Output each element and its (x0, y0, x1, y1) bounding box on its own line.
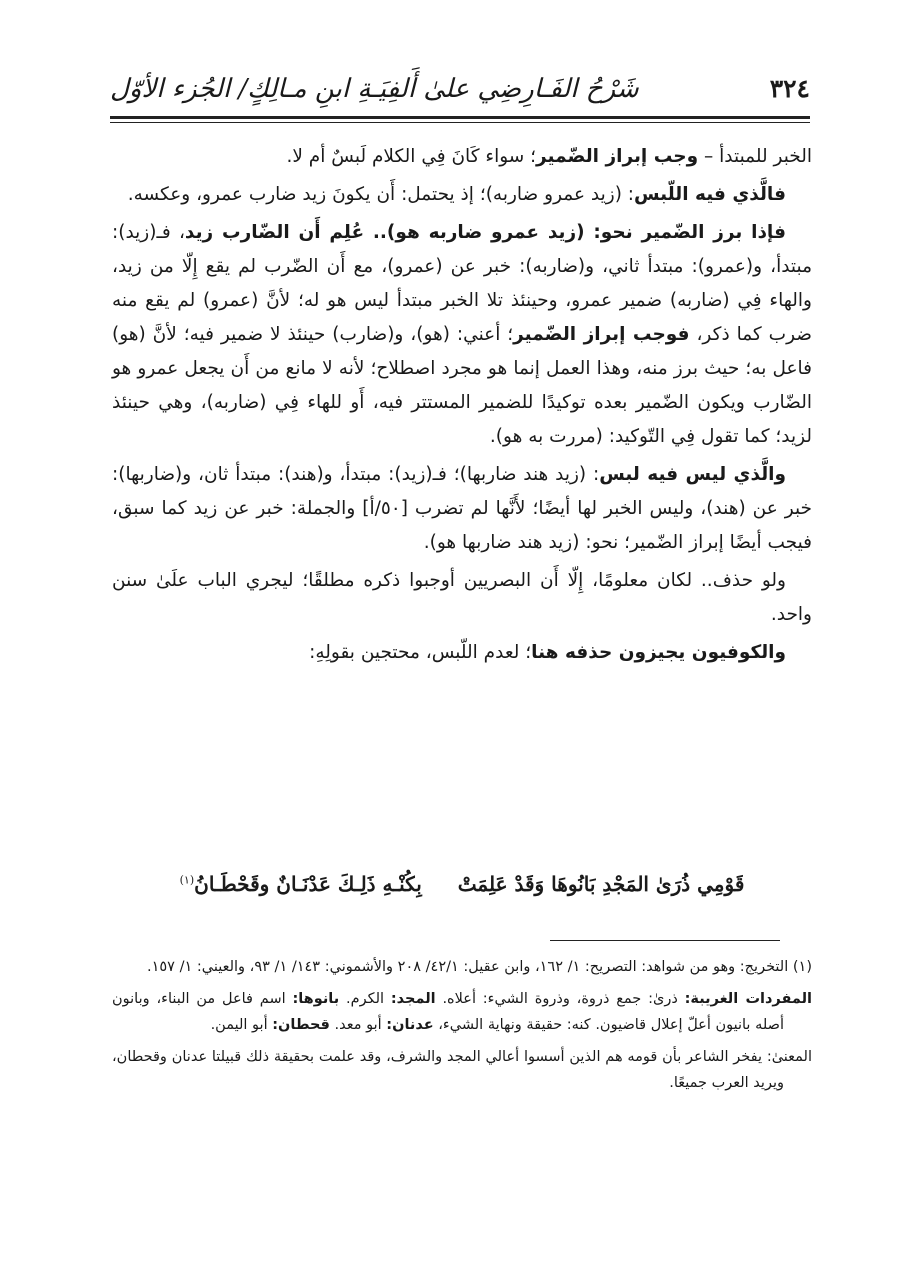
header-rule-thick (110, 116, 810, 119)
running-header (110, 70, 810, 110)
footnote-vocabulary: المفردات الغريبة: ذرىٰ: جمع ذروة، وذروة الشيء: أعلاه. المجد: الكرم. بانوها: اسم فاعل من البناء، وبانون أصله بانيون أعلّ إعلال قاضيون. كنه: حقيقة ونهاية الشيء، عدنان: أبو معد. قحطان: أبو اليمن. (112, 991, 813, 1033)
main-text (112, 140, 812, 674)
header-rule-thin (110, 122, 810, 123)
footnote-divider (550, 940, 780, 941)
header-title: شَرْحُ الفَـارِضِي علىٰ أَلفِيَـةِ ابنِ مـالِكٍ/ الجُزء الأوّل (110, 74, 639, 104)
verse-hemistich-2: بِكُنْـهِ ذَلِـكَ عَدْنَـانٌ وقَحْطَـانُ$^{(١)}$ (179, 872, 422, 896)
paragraph-1: الخبر للمبتدأ – وجب إبراز الضّمير؛ سواء كَانَ فِي الكلام لَبسٌ أم لا. (286, 146, 812, 167)
paragraph-5: ولو حذف.. لكان معلومًا، إِلّا أَن البصريين أوجبوا ذكره مطلقًا؛ ليجري الباب علَىٰ سنن واحد. (112, 570, 812, 625)
paragraph-2: فالَّذي فيه اللّبس: (زيد عمرو ضاربه)؛ إذ يحتمل: أَن يكونَ زيد ضارب عمرو، وعكسه. (127, 184, 786, 205)
page-number: ٣٢٤ (769, 74, 810, 103)
paragraph-6: والكوفيون يجيزون حذفه هنا؛ لعدم اللّبس، محتجين بقولِهِ: (309, 642, 786, 663)
footnote-1: (١) التخريج: وهو من شواهد: التصريح: ١/ ١٦٢، وابن عقيل: ٤٢/١/ ٢٠٨ والأشموني: ١٤٣/ ١/ ٩٣، والعيني: ١/ ١٥٧. (147, 959, 812, 975)
footnote-meaning: المعنىٰ: يفخر الشاعر بأن قومه هم الذين أسسوا أعالي المجد والشرف، وقد علمت بحقيقة ذلك قبيلتا عدنان وقحطان، ويريد العرب جميعًا. (112, 1049, 812, 1091)
verse-hemistich-1: قَوْمِي ذُرَىٰ المَجْدِ بَانُوهَا وَقَدْ عَلِمَتْ (457, 872, 745, 896)
paragraph-3: فإذا برز الضّمير نحو: (زيد عمرو ضاربه هو).. عُلِم أَن الضّارب زيد، فـ(زيد): مبتدأ، و(عمرو): مبتدأ ثاني، و(ضاربه): خبر عن (عمرو)، مع أَن الضّرب لم يقع إِلّا من زيد، والهاء فِي (ضاربه) ضمير عمرو، وحينئذ تلا الخبر مبتدأ ليس هو له؛ لأنَّ (عمرو) لم يقع منه ضرب كما ذكر، فوجب إبراز الضّمير؛ أعني: (هو)، و(ضارب) حينئذ لا ضمير فيه؛ لأنَّ (هو) فاعل به؛ حيث برز منه، وهذا العمل إنما هو مجرد اصطلاح؛ لأنه لا مانع من أَن يجعل عمرو هو الضّارب ويكون الضّمير بعده توكيدًا للضمير المستتر فيه، أَو للهاء فِي (ضاربه)، وهي حينئذ لزيد؛ كما تقول فِي التّوكيد: (مررت به هو). (112, 222, 812, 447)
paragraph-4: والَّذي ليس فيه لبس: (زيد هند ضاربها)؛ فـ(زيد): مبتدأ، و(هند): مبتدأ ثان، و(ضاربها): خبر عن (هند)، وليس الخبر لها أيضًا؛ لأَنَّها لم تضرب [٥٠/أ] والجملة: خبر عن زيد كما سبق، فيجب أيضًا إبراز الضّمير؛ نحو: (زيد هند ضاربها هو). (112, 464, 812, 553)
poetry-verse (112, 872, 812, 896)
footnotes (112, 954, 812, 1102)
footnote-ref[interactable]: (١) (179, 873, 195, 887)
